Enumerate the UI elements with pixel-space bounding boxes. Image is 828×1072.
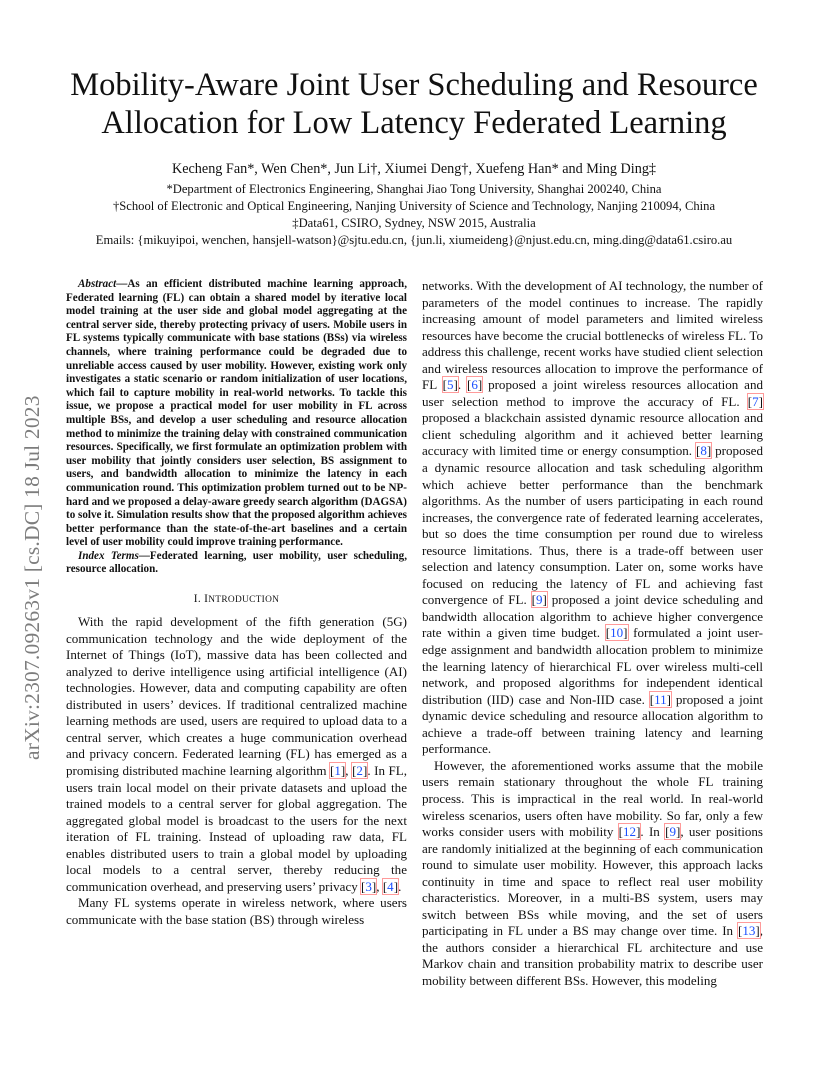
- citation-link[interactable]: [ 5 ]: [443, 377, 458, 392]
- text-run: networks. With the development of AI technology, the number of parameters of the model continues to increase. The rapidly increasing amount of model parameters and limited wireless resources have become the crucial bottlenecks of wireless FL. To address this challenge, recent works have studied client selection and wireless resources allocation to improve the performance of FL: [422, 278, 763, 393]
- section-heading: [66, 593, 407, 605]
- right-column: [422, 278, 763, 988]
- text-run: proposed a joint device scheduling and bandwidth allocation algorithm to achieve higher convergence rate within a given time budget.: [422, 592, 763, 641]
- index-terms-label: Index Terms: [78, 549, 139, 562]
- intro-paragraph-4: [422, 758, 763, 990]
- citation-link[interactable]: [ 8 ]: [696, 443, 711, 458]
- text-run: .: [457, 377, 467, 393]
- title-line-2: Allocation for Low Latency Federated Learning: [101, 105, 727, 141]
- text-run: ,: [345, 762, 353, 778]
- author-list: Kecheng Fan*, Wen Chen*, Jun Li†, Xiumei Deng†, Xuefeng Han* and Ming Ding‡: [171, 161, 657, 177]
- citation-link[interactable]: [ 9 ]: [532, 592, 547, 607]
- citation-link[interactable]: [ 4 ]: [383, 879, 398, 894]
- citation-link[interactable]: [ 6 ]: [467, 377, 482, 392]
- text-run: proposed a joint wireless resources allocation and user selection method to improve the accuracy of FL.: [422, 377, 763, 409]
- intro-paragraph-3: [422, 278, 763, 758]
- paper-title: [50, 66, 778, 142]
- citation-link[interactable]: [ 7 ]: [748, 394, 763, 409]
- citation-link[interactable]: [ 9 ]: [665, 824, 680, 839]
- intro-paragraph-1: [66, 614, 407, 895]
- text-run: formulated a joint user-edge assignment and bandwidth allocation problem to minimize the learning latency of hierarchical FL over wireless multi-cell network, and proposed algorithms for independent identical distribution (IID) case and Non-IID case.: [422, 625, 763, 707]
- citation-link[interactable]: [ 11 ]: [650, 692, 671, 707]
- abstract: [66, 278, 407, 550]
- text-run: However, the aforementioned works assume that the mobile users remain stationary throughout the whole FL training process. This is impractical in the real world. In real-world wireless scenarios, users often have mobility. So far, only a few works consider users with mobility: [422, 757, 763, 840]
- citation-link[interactable]: [ 10 ]: [606, 625, 628, 640]
- citation-link[interactable]: [ 2 ]: [352, 763, 367, 778]
- citation-link[interactable]: [ 1 ]: [330, 763, 345, 778]
- title-line-1: Mobility-Aware Joint User Scheduling and Resource: [70, 67, 758, 103]
- left-column: [66, 278, 407, 978]
- citation-link[interactable]: [ 3 ]: [361, 879, 376, 894]
- author-emails: Emails: {mikuyipoi, wenchen, hansjell-watson}@sjtu.edu.cn, {jun.li, xiumeideng}@njust.edu.cn, ming.ding@data61.csiro.au: [95, 233, 733, 247]
- affiliation-3: ‡Data61, CSIRO, Sydney, NSW 2015, Australia: [292, 216, 536, 230]
- text-run: , user positions are randomly initialized at the beginning of each communication round to simulate user mobility. However, this approach lacks continuity in time and space to reflect real user mobility characteristics. Moreover, in a multi-BS system, users may switch between BSs while moving, and the set of users participating in FL under a BS may change over time. In: [422, 824, 763, 939]
- arxiv-stamp: [20, 295, 48, 760]
- abstract-text: —As an efficient distributed machine learning approach, Federated learning (FL) can obtain a shared model by iterative local model training at the user side and global model aggregating at the central server side, thereby protecting privacy of users. Mobile users in FL systems typically communicate with base stations (BSs) via wireless channels, where training performance could be degraded due to unreliable access caused by user mobility. However, existing work only investigates a static scenario or random initialization of user locations, which fail to capture mobility in real-world networks. To tackle this issue, we propose a practical model for user mobility in FL across multiple BSs, and develop a user scheduling and resource allocation method to minimize the training delay with constrained communication resources. Specifically, we first formulate an optimization problem with user mobility that jointly considers user selection, BS assignment to users, and bandwidth allocation to minimize the latency in each communication round. This optimization problem turned out to be NP-hard and we proposed a delay-aware greedy search algorithm (DAGSA) to solve it. Simulation results show that the proposed algorithm achieves better performance than the state-of-the-art baselines and a certain level of user mobility could improve training performance.: [66, 278, 407, 549]
- text-run: .: [398, 878, 402, 894]
- section-first-letter: I: [204, 593, 209, 606]
- index-terms-text: —Federated learning, user mobility, user scheduling, resource allocation.: [66, 549, 407, 576]
- abstract-label: Abstract: [78, 278, 117, 290]
- section-rest: NTRODUCTION: [208, 595, 280, 606]
- index-terms: [66, 550, 407, 577]
- citation-link[interactable]: [ 12 ]: [619, 824, 641, 839]
- affiliation-2: †School of Electronic and Optical Engineering, Nanjing University of Science and Technology, Nanjing 210094, China: [112, 199, 716, 213]
- intro-paragraph-2: Many FL systems operate in wireless network, where users communicate with the base station (BS) through wireless: [66, 895, 407, 927]
- section-number: I.: [193, 593, 201, 606]
- text-run: proposed a dynamic resource allocation and task scheduling algorithm which achieve better performance than the benchmark algorithms. As the number of users participating in each round increases, the convergence rate of federated learning accelerates, but so does the time consumption per round due to wireless resource limitations. Thus, there is a trade-off between user selection and latency consumption. Later on, some works have focused on reducing the latency of FL and achieving fast convergence of FL.: [422, 443, 763, 608]
- arxiv-stamp-text: arXiv:2307.09263v1 [cs.DC] 18 Jul 2023: [20, 395, 44, 760]
- text-run: , the authors consider a hierarchical FL architecture and use Markov chain and transition probability matrix to describe user mobility between different BSs. However, this modeling: [422, 923, 763, 988]
- text-run: With the rapid development of the fifth generation (5G) communication technology and the wide deployment of the Internet of Things (IoT), massive data has been collected and analyzed to derive intelligence using artificial intelligence (AI) technologies. However, data and computing capability are often distributed in users’ devices. If traditional centralized machine learning methods are used, users are required to upload data to a central server, which creates a huge communication overhead and privacy concern. Federated learning (FL) has emerged as a promising distributed machine learning algorithm: [66, 614, 407, 778]
- text-run: . In: [640, 824, 666, 840]
- text-run: ,: [376, 878, 383, 894]
- text-run: . In FL, users train local model on their private datasets and upload the trained models to a central server for global aggregation. The aggregated global model is broadcast to the users for the next iteration of FL training. Instead of uploading raw data, FL enables distributed users to train a global model by uploading local models to a central server, thereby reducing the communication overhead, and preserving users’ privacy: [66, 762, 407, 894]
- text-run: proposed a joint dynamic device scheduling and resource allocation algorithm to achieve a trade-off between training latency and learning performance.: [422, 691, 763, 757]
- text-run: proposed a blackchain assisted dynamic resource allocation and client scheduling algorithm and it achieved better learning accuracy with limited time or energy consumption.: [422, 410, 763, 459]
- citation-link[interactable]: [ 13 ]: [738, 923, 760, 938]
- affiliation-1: *Department of Electronics Engineering, Shanghai Jiao Tong University, Shanghai 200240, China: [166, 182, 662, 196]
